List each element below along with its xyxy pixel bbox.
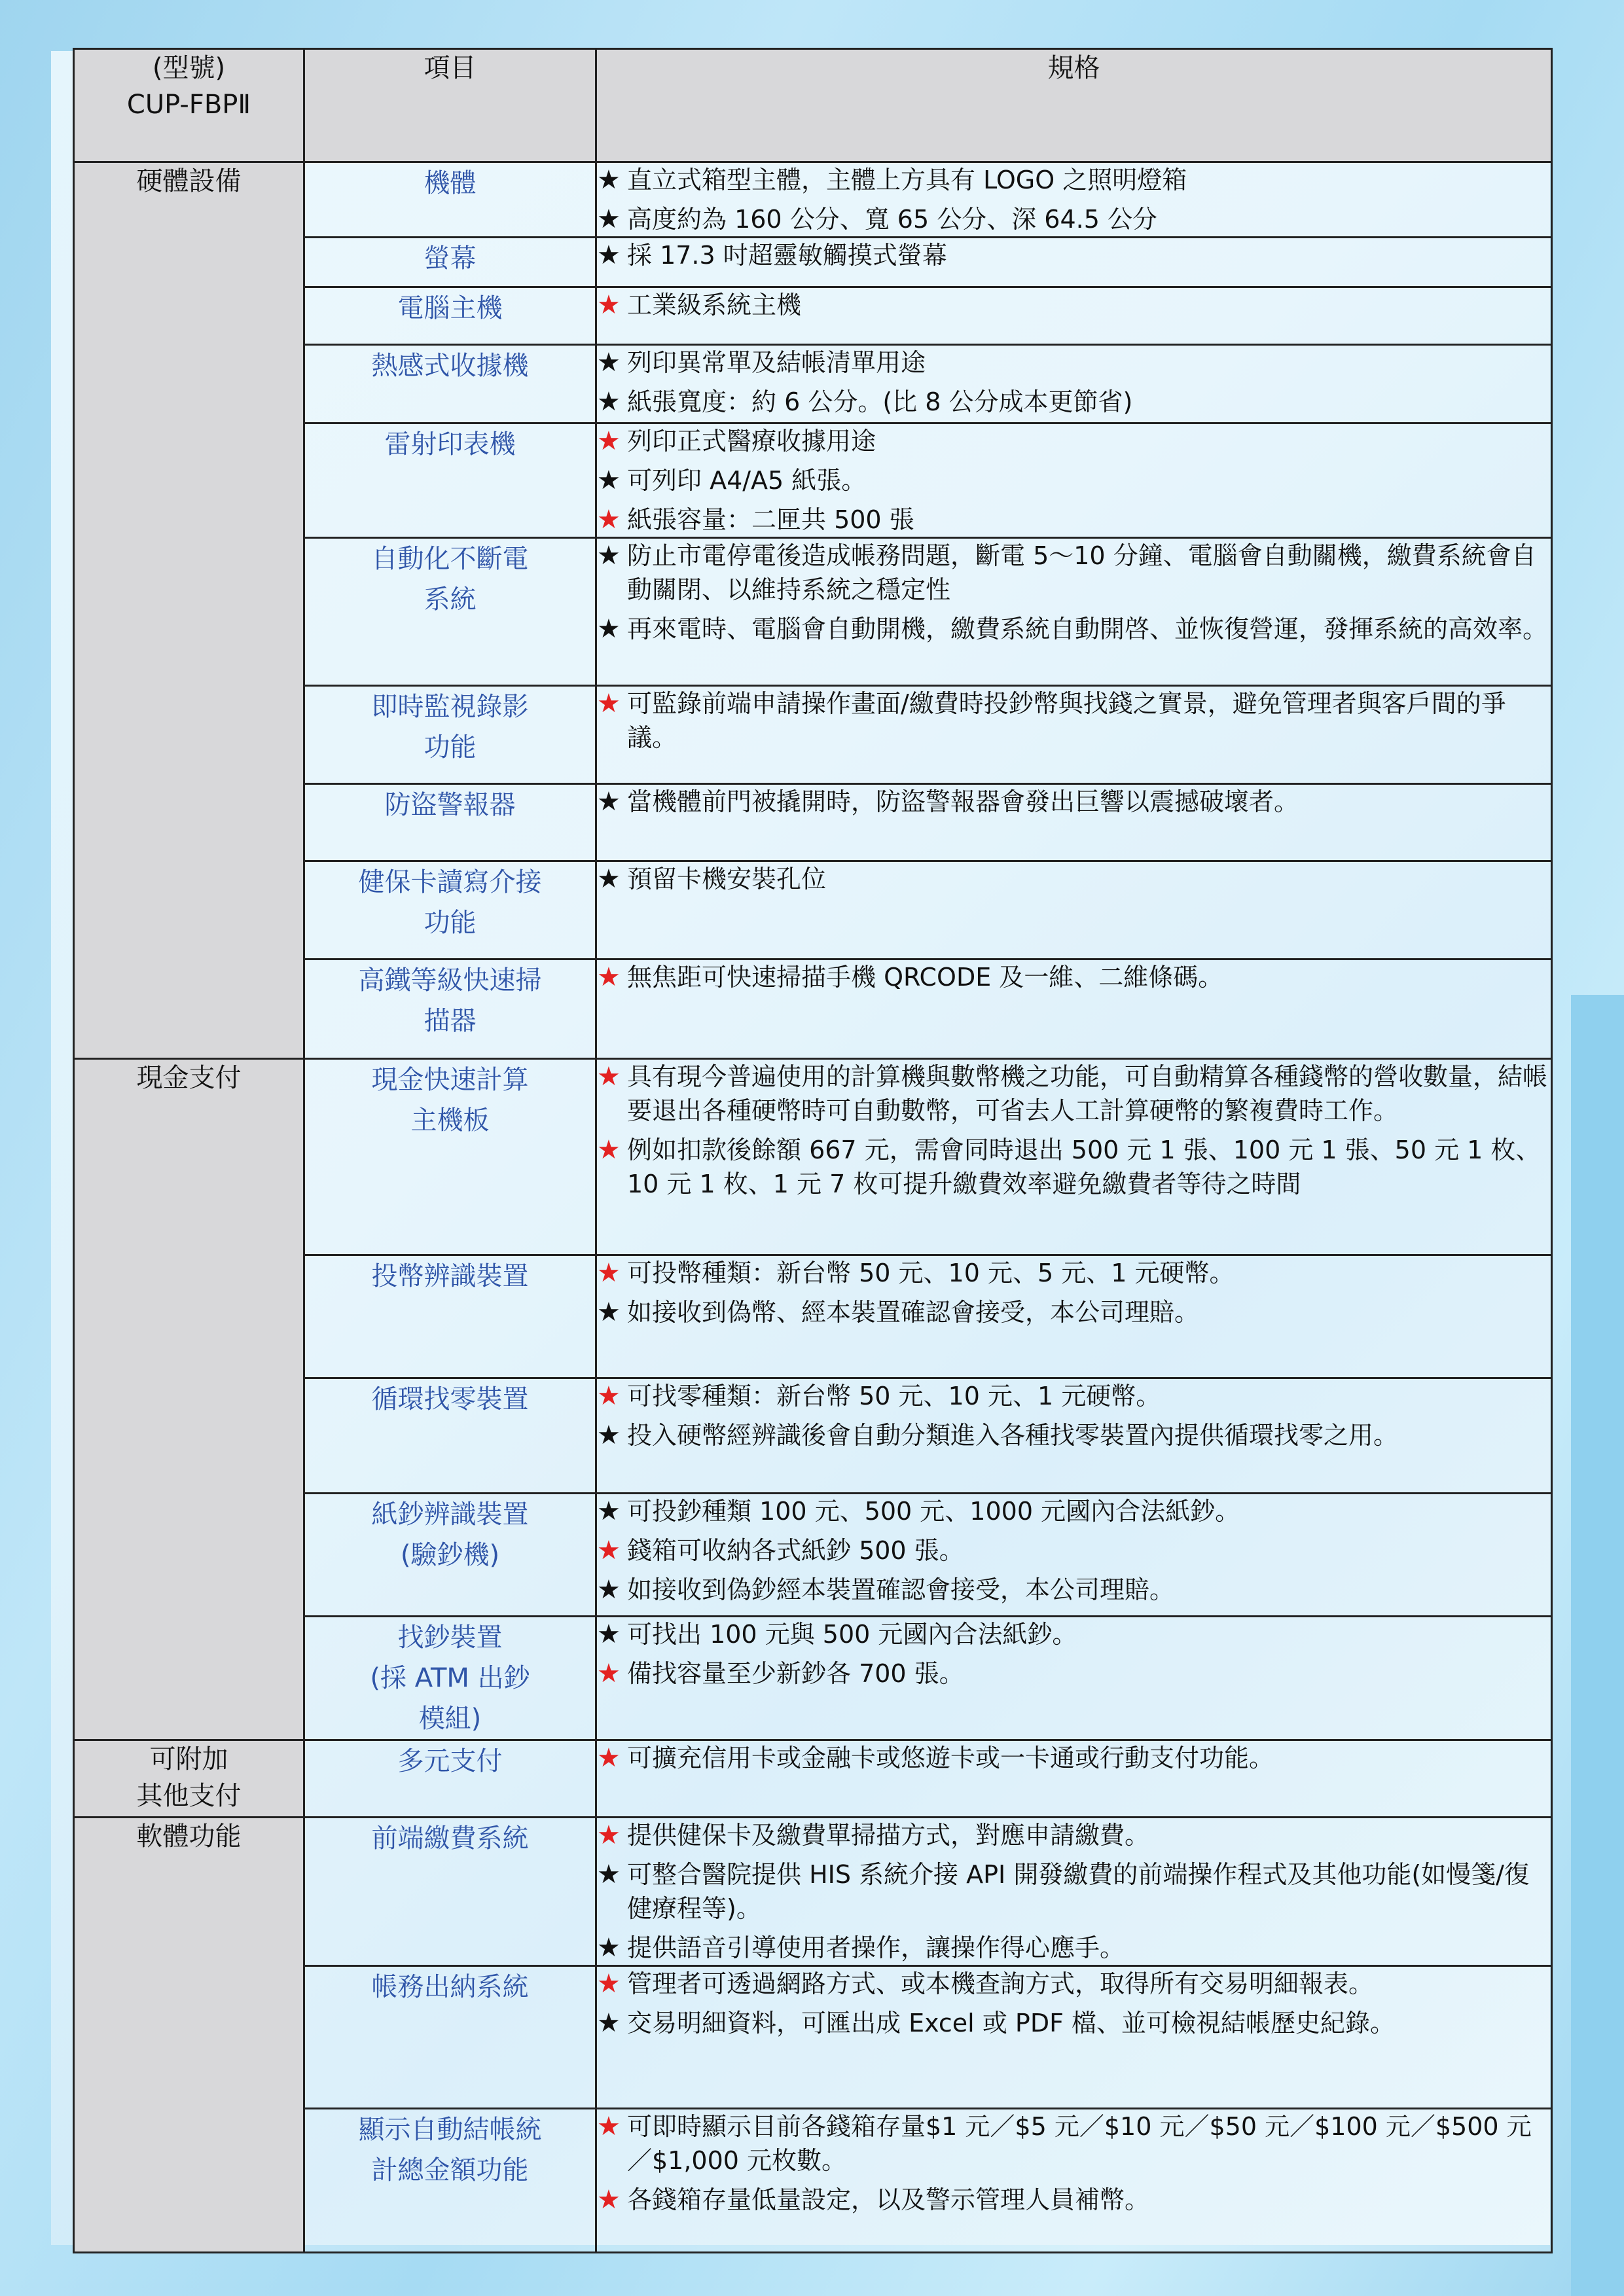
item-name-cell bbox=[304, 960, 596, 1059]
spec-line bbox=[597, 385, 1551, 419]
spec-line bbox=[597, 1256, 1551, 1290]
spec-cell bbox=[596, 1378, 1552, 1494]
spec-line bbox=[597, 346, 1551, 380]
item-name-line: 系統 bbox=[424, 584, 477, 615]
spec-text: 紙張寬度：約 6 公分。(比 8 公分成本更節省) bbox=[627, 387, 1133, 416]
item-name-line: 現金快速計算 bbox=[371, 1065, 529, 1095]
spec-cell bbox=[596, 861, 1552, 960]
spec-text: 直立式箱型主體，主體上方具有 LOGO 之照明燈箱 bbox=[627, 166, 1187, 194]
spec-line bbox=[597, 785, 1551, 819]
spec-line bbox=[597, 1967, 1551, 2001]
spec-text: 預留卡機安裝孔位 bbox=[627, 865, 827, 893]
spec-line bbox=[597, 2006, 1551, 2040]
spec-text: 投入硬幣經辨識後會自動分類進入各種找零裝置內提供循環找零之用。 bbox=[627, 1421, 1399, 1450]
spec-cell bbox=[596, 345, 1552, 423]
spec-text: 列印正式醫療收據用途 bbox=[627, 427, 876, 456]
spec-cell bbox=[596, 1255, 1552, 1378]
item-name-cell bbox=[304, 1617, 596, 1740]
spec-table-body bbox=[74, 162, 1552, 2253]
item-name-line: 找鈔裝置 bbox=[397, 1623, 503, 1653]
black-star-icon: ★ bbox=[597, 1619, 621, 1649]
item-name-line: 功能 bbox=[424, 732, 477, 762]
item-name-cell bbox=[304, 1378, 596, 1494]
category-label: 硬體設備 bbox=[136, 166, 242, 196]
model-header bbox=[74, 49, 304, 162]
spec-text: 可整合醫院提供 HIS 系統介接 API 開發繳費的前端操作程式及其他功能(如慢箋/復健療程等)。 bbox=[627, 1860, 1529, 1923]
category-label: 軟體功能 bbox=[136, 1821, 242, 1852]
item-name: 循環找零裝置 bbox=[371, 1384, 529, 1414]
spec-line bbox=[597, 1494, 1551, 1528]
black-star-icon: ★ bbox=[597, 465, 621, 495]
item-name-cell bbox=[304, 538, 596, 686]
red-star-icon: ★ bbox=[597, 426, 621, 456]
spec-line bbox=[597, 288, 1551, 322]
spec-text: 各錢箱存量低量設定，以及警示管理人員補幣。 bbox=[627, 2185, 1150, 2214]
black-star-icon: ★ bbox=[597, 787, 621, 817]
spec-text: 可列印 A4/A5 紙張。 bbox=[627, 466, 867, 495]
spec-text: 可監錄前端申請操作畫面/繳費時投鈔幣與找錢之實景，避免管理者與客戶間的爭議。 bbox=[627, 689, 1506, 752]
black-star-icon: ★ bbox=[597, 1575, 621, 1605]
category-label-line: 其他支付 bbox=[136, 1781, 242, 1811]
spec-text: 提供語音引導使用者操作，讓操作得心應手。 bbox=[627, 1933, 1125, 1962]
black-star-icon: ★ bbox=[597, 614, 621, 644]
item-name-cell bbox=[304, 1494, 596, 1617]
spec-cell bbox=[596, 162, 1552, 238]
spec-line bbox=[597, 1931, 1551, 1965]
black-star-icon: ★ bbox=[597, 204, 621, 234]
black-star-icon: ★ bbox=[597, 2008, 621, 2038]
item-name-cell bbox=[304, 287, 596, 345]
spec-cell bbox=[596, 423, 1552, 538]
black-star-icon: ★ bbox=[597, 240, 621, 270]
item-name: 雷射印表機 bbox=[384, 429, 516, 459]
spec-line bbox=[597, 539, 1551, 607]
black-star-icon: ★ bbox=[597, 1496, 621, 1526]
spec-table bbox=[73, 48, 1553, 2253]
red-star-icon: ★ bbox=[597, 2185, 621, 2215]
item-name-line: 顯示自動結帳統 bbox=[358, 2115, 542, 2145]
spec-text: 錢箱可收納各式紙鈔 500 張。 bbox=[627, 1536, 964, 1565]
spec-cell bbox=[596, 784, 1552, 861]
spec-cell bbox=[596, 1818, 1552, 1966]
item-name-line: 高鐵等級快速掃 bbox=[358, 965, 542, 996]
spec-line bbox=[597, 1133, 1551, 1201]
item-name-cell bbox=[304, 162, 596, 238]
spec-text: 當機體前門被撬開時，防盜警報器會發出巨響以震撼破壞者。 bbox=[627, 787, 1299, 816]
red-star-icon: ★ bbox=[597, 505, 621, 535]
item-name-cell bbox=[304, 784, 596, 861]
red-star-icon: ★ bbox=[597, 1743, 621, 1773]
item-name: 螢幕 bbox=[424, 243, 477, 274]
spec-line bbox=[597, 1617, 1551, 1651]
item-name: 投幣辨識裝置 bbox=[371, 1261, 529, 1291]
spec-column-header: 規格 bbox=[596, 49, 1552, 162]
spec-cell bbox=[596, 960, 1552, 1059]
red-star-icon: ★ bbox=[597, 1381, 621, 1411]
black-star-icon: ★ bbox=[597, 165, 621, 195]
spec-line bbox=[597, 1418, 1551, 1452]
spec-text: 列印異常單及結帳清單用途 bbox=[627, 348, 926, 377]
red-star-icon: ★ bbox=[597, 1969, 621, 1999]
spec-text: 可投鈔種類 100 元、500 元、1000 元國內合法紙鈔。 bbox=[627, 1497, 1240, 1526]
red-star-icon: ★ bbox=[597, 689, 621, 719]
spec-line bbox=[597, 202, 1551, 236]
spec-text: 高度約為 160 公分、寬 65 公分、深 64.5 公分 bbox=[627, 205, 1157, 234]
item-name-line: 即時監視錄影 bbox=[371, 692, 529, 722]
item-name-cell bbox=[304, 423, 596, 538]
item-name-cell bbox=[304, 1740, 596, 1818]
spec-text: 如接收到偽鈔經本裝置確認會接受，本公司理賠。 bbox=[627, 1575, 1175, 1604]
spec-text: 可即時顯示目前各錢箱存量$1 元／$5 元／$10 元／$50 元／$100 元／$500 元／$1,000 元枚數。 bbox=[627, 2112, 1532, 2175]
table-row bbox=[74, 162, 1552, 238]
spec-text: 防止市電停電後造成帳務問題，斷電 5～10 分鐘、電腦會自動關機，繳費系統會自動關閉、以維持系統之穩定性 bbox=[627, 541, 1536, 604]
category-label-line: 可附加 bbox=[149, 1744, 228, 1774]
spec-line bbox=[597, 1534, 1551, 1568]
spec-text: 採 17.3 吋超靈敏觸摸式螢幕 bbox=[627, 241, 947, 270]
spec-text: 工業級系統主機 bbox=[627, 291, 802, 319]
spec-text: 可找零種類：新台幣 50 元、10 元、1 元硬幣。 bbox=[627, 1382, 1161, 1410]
black-star-icon: ★ bbox=[597, 1297, 621, 1327]
black-star-icon: ★ bbox=[597, 864, 621, 894]
black-star-icon: ★ bbox=[597, 1933, 621, 1963]
spec-line bbox=[597, 424, 1551, 458]
table-row bbox=[74, 1059, 1552, 1255]
model-label: (型號) bbox=[152, 53, 226, 83]
spec-cell bbox=[596, 1617, 1552, 1740]
spec-line bbox=[597, 503, 1551, 537]
item-name-cell bbox=[304, 861, 596, 960]
black-star-icon: ★ bbox=[597, 387, 621, 417]
spec-cell bbox=[596, 686, 1552, 784]
spec-line bbox=[597, 1573, 1551, 1607]
spec-line bbox=[597, 2109, 1551, 2178]
item-name: 防盜警報器 bbox=[384, 790, 516, 820]
item-name: 多元支付 bbox=[397, 1746, 503, 1776]
category-label: 現金支付 bbox=[136, 1063, 242, 1093]
item-name-line: 計總金額功能 bbox=[371, 2155, 529, 2185]
item-name: 帳務出納系統 bbox=[371, 1972, 529, 2002]
red-star-icon: ★ bbox=[597, 1820, 621, 1850]
item-name-cell bbox=[304, 1818, 596, 1966]
spec-cell bbox=[596, 538, 1552, 686]
item-name-line: 模組) bbox=[418, 1704, 482, 1734]
spec-line bbox=[597, 1379, 1551, 1413]
spec-text: 再來電時、電腦會自動開機，繳費系統自動開啓、並恢復營運，發揮系統的高效率。 bbox=[627, 615, 1548, 643]
spec-cell bbox=[596, 287, 1552, 345]
red-star-icon: ★ bbox=[597, 1258, 621, 1288]
item-name: 電腦主機 bbox=[397, 293, 503, 323]
item-column-header: 項目 bbox=[304, 49, 596, 162]
red-star-icon: ★ bbox=[597, 290, 621, 320]
item-name: 機體 bbox=[424, 168, 477, 198]
item-name-line: 主機板 bbox=[410, 1105, 490, 1136]
red-star-icon: ★ bbox=[597, 1135, 621, 1165]
spec-line bbox=[597, 1741, 1551, 1775]
spec-cell bbox=[596, 2109, 1552, 2253]
spec-text: 可投幣種類：新台幣 50 元、10 元、5 元、1 元硬幣。 bbox=[627, 1259, 1235, 1287]
spec-cell bbox=[596, 238, 1552, 287]
model-value: CUP-FBPⅡ bbox=[126, 90, 251, 120]
spec-text: 無焦距可快速掃描手機 QRCODE 及一維、二維條碼。 bbox=[627, 963, 1223, 992]
red-star-icon: ★ bbox=[597, 1062, 621, 1092]
item-name-line: (採 ATM 出鈔 bbox=[370, 1663, 530, 1693]
item-name: 前端繳費系統 bbox=[371, 1823, 529, 1854]
spec-line bbox=[597, 1818, 1551, 1852]
spec-cell bbox=[596, 1740, 1552, 1818]
item-name-cell bbox=[304, 238, 596, 287]
spec-line bbox=[597, 1857, 1551, 1926]
spec-cell bbox=[596, 1059, 1552, 1255]
item-name: 熱感式收據機 bbox=[371, 351, 529, 381]
spec-line bbox=[597, 463, 1551, 497]
red-star-icon: ★ bbox=[597, 2111, 621, 2142]
item-name-line: 功能 bbox=[424, 908, 477, 938]
black-star-icon: ★ bbox=[597, 1859, 621, 1890]
item-name-line: 健保卡讀寫介接 bbox=[358, 867, 542, 897]
item-name-cell bbox=[304, 2109, 596, 2253]
item-name-line: 紙鈔辨識裝置 bbox=[371, 1499, 529, 1530]
item-name-cell bbox=[304, 686, 596, 784]
black-star-icon: ★ bbox=[597, 541, 621, 571]
black-star-icon: ★ bbox=[597, 348, 621, 378]
item-name-line: 自動化不斷電 bbox=[371, 544, 529, 574]
category-cell bbox=[74, 1059, 304, 1740]
spec-line bbox=[597, 862, 1551, 896]
red-star-icon: ★ bbox=[597, 1659, 621, 1689]
spec-text: 可擴充信用卡或金融卡或悠遊卡或一卡通或行動支付功能。 bbox=[627, 1744, 1274, 1772]
spec-text: 具有現今普遍使用的計算機與數幣機之功能，可自動精算各種錢幣的營收數量，結帳要退出各種硬幣時可自動數幣，可省去人工計算硬幣的繁複費時工作。 bbox=[627, 1062, 1548, 1125]
spec-line bbox=[597, 687, 1551, 755]
page-side-stripe bbox=[1571, 995, 1624, 2296]
category-cell bbox=[74, 1740, 304, 1818]
spec-line bbox=[597, 1657, 1551, 1691]
spec-text: 如接收到偽幣、經本裝置確認會接受，本公司理賠。 bbox=[627, 1298, 1200, 1327]
item-name-cell bbox=[304, 345, 596, 423]
table-row bbox=[74, 1818, 1552, 1966]
table-row bbox=[74, 1740, 1552, 1818]
spec-text: 交易明細資料，可匯出成 Excel 或 PDF 檔、並可檢視結帳歷史紀錄。 bbox=[627, 2009, 1396, 2037]
spec-line bbox=[597, 1295, 1551, 1329]
spec-line bbox=[597, 612, 1551, 646]
spec-text: 紙張容量：二匣共 500 張 bbox=[627, 505, 914, 534]
category-cell bbox=[74, 1818, 304, 2253]
category-cell bbox=[74, 162, 304, 1059]
spec-line bbox=[597, 238, 1551, 272]
spec-text: 備找容量至少新鈔各 700 張。 bbox=[627, 1659, 964, 1688]
black-star-icon: ★ bbox=[597, 1420, 621, 1450]
spec-line bbox=[597, 2183, 1551, 2217]
red-star-icon: ★ bbox=[597, 1535, 621, 1566]
item-name-line: 描器 bbox=[424, 1006, 477, 1036]
item-name-line: (驗鈔機) bbox=[400, 1540, 500, 1570]
spec-text: 可找出 100 元與 500 元國內合法紙鈔。 bbox=[627, 1620, 1077, 1649]
spec-cell bbox=[596, 1966, 1552, 2109]
spec-line bbox=[597, 960, 1551, 994]
spec-text: 提供健保卡及繳費單掃描方式，對應申請繳費。 bbox=[627, 1821, 1150, 1850]
spec-cell bbox=[596, 1494, 1552, 1617]
item-name-cell bbox=[304, 1255, 596, 1378]
spec-text: 管理者可透過網路方式、或本機查詢方式，取得所有交易明細報表。 bbox=[627, 1969, 1374, 1998]
red-star-icon: ★ bbox=[597, 962, 621, 992]
spec-line bbox=[597, 163, 1551, 197]
spec-text: 例如扣款後餘額 667 元，需會同時退出 500 元 1 張、100 元 1 張、50 元 1 枚、10 元 1 枚、1 元 7 枚可提升繳費效率避免繳費者等待之時間 bbox=[627, 1136, 1541, 1198]
spec-line bbox=[597, 1060, 1551, 1128]
item-name-cell bbox=[304, 1059, 596, 1255]
table-header-row bbox=[74, 49, 1552, 162]
item-name-cell bbox=[304, 1966, 596, 2109]
